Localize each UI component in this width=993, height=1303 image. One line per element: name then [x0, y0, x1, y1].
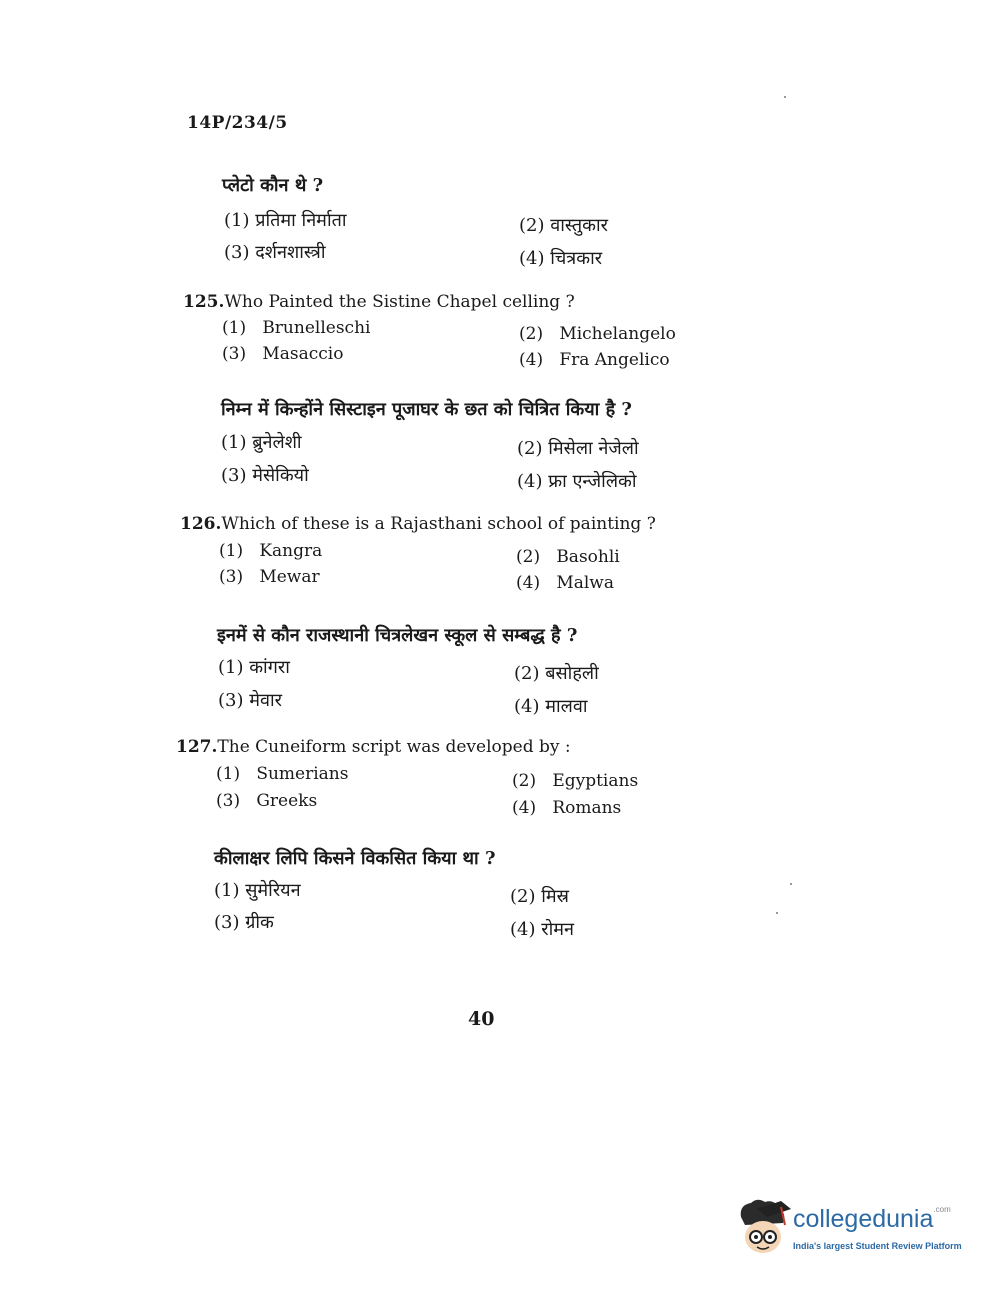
q125-hindi-option-1: (1) ब्रुनेलेशी [221, 432, 302, 453]
q126-question [180, 514, 656, 534]
q126-hindi-option-1: (1) कांगरा [218, 657, 290, 678]
q125-option-4: (4) Fra Angelico [519, 350, 670, 370]
q124-hindi-option-4: (4) चित्रकार [519, 248, 603, 269]
q125-option-2: (2) Michelangelo [519, 324, 676, 344]
scan-speck [784, 96, 786, 98]
q126-option-4: (4) Malwa [516, 573, 614, 593]
q127-hindi-option-2: (2) मिस्र [510, 886, 569, 907]
q127-option-4: (4) Romans [512, 798, 622, 818]
q126-hindi-option-4: (4) मालवा [514, 696, 588, 717]
q125-number: 125. [183, 292, 225, 312]
scan-speck [776, 912, 778, 914]
collegedunia-logo[interactable] [735, 1195, 965, 1265]
mascot-icon [735, 1195, 793, 1265]
q127-hindi-option-1: (1) सुमेरियन [214, 880, 301, 901]
q127-hindi-option-3: (3) ग्रीक [214, 912, 274, 933]
q127-hindi-option-4: (4) रोमन [510, 919, 574, 940]
scan-speck [790, 883, 792, 885]
q127-option-1: (1) Sumerians [216, 764, 349, 784]
q125-hindi-option-4: (4) फ्रा एन्जेलिको [517, 471, 637, 492]
page-number: 40 [468, 1008, 495, 1030]
q125-hindi-option-2: (2) मिसेला नेजेलो [517, 438, 639, 459]
q125-option-3: (3) Masaccio [222, 344, 344, 364]
q127-option-2: (2) Egyptians [512, 771, 639, 791]
q126-number: 126. [180, 514, 222, 534]
q125-text: Who Painted the Sistine Chapel celling ? [224, 292, 575, 312]
q126-option-2: (2) Basohli [516, 547, 620, 567]
paper-code: 14P/234/5 [187, 113, 288, 133]
q126-hindi-text: इनमें से कौन राजस्थानी चित्रलेखन स्कूल से सम्बद्ध है ? [217, 625, 578, 646]
q127-number: 127. [176, 737, 218, 757]
q125-option-1: (1) Brunelleschi [222, 318, 371, 338]
q127-question [176, 737, 571, 757]
q125-question [183, 292, 575, 312]
q126-text: Which of these is a Rajasthani school of painting ? [221, 514, 656, 534]
logo-tagline: India's largest Student Review Platform [793, 1241, 962, 1251]
q124-hindi-option-3: (3) दर्शनशास्त्री [224, 242, 326, 263]
q124-hindi-option-1: (1) प्रतिमा निर्माता [224, 210, 347, 231]
q127-text: The Cuneiform script was developed by : [217, 737, 571, 757]
q127-option-3: (3) Greeks [216, 791, 318, 811]
q124-hindi-text: प्लेटो कौन थे ? [222, 175, 324, 196]
q126-option-3: (3) Mewar [219, 567, 320, 587]
q126-hindi-option-3: (3) मेवार [218, 690, 283, 711]
logo-wordmark: collegedunia$^{.com}$ [793, 1205, 951, 1233]
q124-hindi-option-2: (2) वास्तुकार [519, 215, 608, 236]
q125-hindi-text: निम्न में किन्होंने सिस्टाइन पूजाघर के छत को चित्रित किया है ? [221, 399, 632, 420]
q127-hindi-text: कीलाक्षर लिपि किसने विकसित किया था ? [214, 848, 496, 869]
q126-hindi-option-2: (2) बसोहली [514, 663, 599, 684]
q126-option-1: (1) Kangra [219, 541, 323, 561]
q125-hindi-option-3: (3) मेसेकियो [221, 465, 309, 486]
